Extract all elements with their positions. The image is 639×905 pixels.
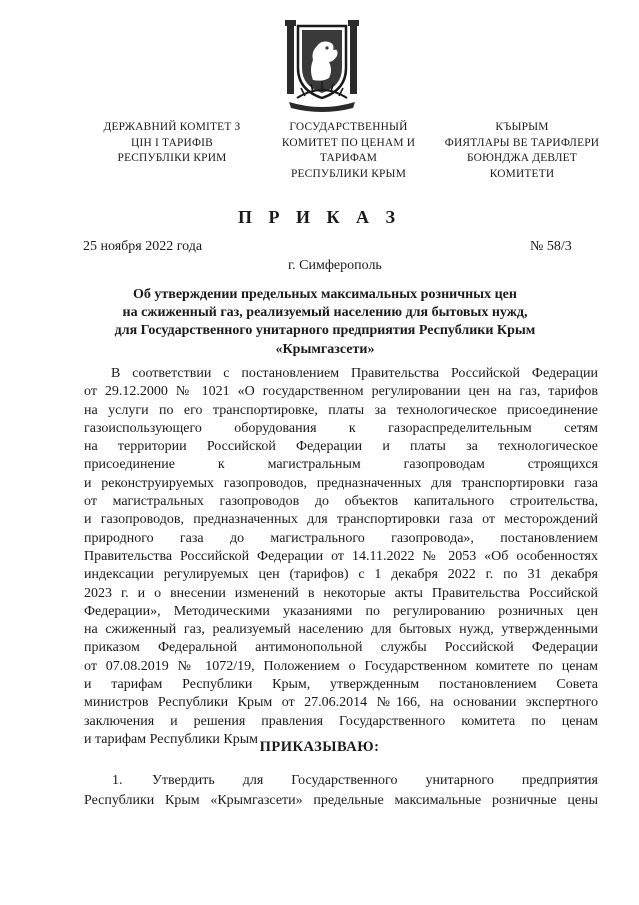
item-number: 1. <box>112 773 123 788</box>
order-heading: ПРИКАЗЫВАЮ: <box>259 739 380 755</box>
header-crimean-tatar <box>432 120 612 182</box>
body-line: министров Республики Крым от 27.06.2014 №166, на основании экспертного <box>84 695 598 711</box>
order-item-1 <box>84 771 598 811</box>
body-line: газоиспользующего оборудования к газораспределительным сетям <box>84 420 598 436</box>
document-subject <box>80 286 570 359</box>
document-city: г. Симферополь <box>288 258 382 273</box>
body-line: 2023 г. и о внесении изменений в некоторые акты Правительства Российской <box>84 585 598 601</box>
body-line: на территории Российской Федерации и платы за технологическое <box>84 439 598 455</box>
body-line: на сжиженный газ, реализуемый населению для бытовых нужд, утвержденными <box>84 622 598 638</box>
body-line: на услуги по его транспортировке, платы за технологическое присоединение <box>84 402 598 418</box>
header-line: КОМИТЕТ ПО ЦЕНАМ И <box>281 136 416 149</box>
subject-line: Об утверждении предельных максимальных розничных цен <box>133 287 517 302</box>
item-text: Утвердить для Государственного унитарного предприятия <box>152 773 598 788</box>
crimea-coat-of-arms-icon <box>283 18 361 112</box>
header-russian <box>256 120 441 182</box>
body-line: и газопроводов, предназначенных для транспортировки газа от месторождений <box>84 512 598 528</box>
header-line: КЪЫРЫМ <box>495 121 549 133</box>
item-line: Республики Крым «Крымгазсети» предельные максимальные розничные цены <box>84 793 598 808</box>
header-line: ЦІН І ТАРИФІВ <box>131 136 213 149</box>
document-title: П Р И К А З <box>237 207 402 227</box>
body-line: заключения и решения правления Государственного комитета по ценам <box>84 713 598 729</box>
body-line: и реконструируемых газопроводов, предназначенных для транспортировки газа <box>84 475 598 491</box>
subject-line: «Крымгазсети» <box>275 341 375 357</box>
body-line: индексации регулируемых цен (тарифов) с 1 декабря 2022 г. по 31 декабря <box>84 567 598 583</box>
header-line: ДЕРЖАВНИЙ КОМІТЕТ З <box>103 121 241 133</box>
body-line: от 07.08.2019 № 1072/19, Положением о Государственном комитете по ценам <box>84 658 598 674</box>
header-ukrainian <box>82 120 262 167</box>
subject-line: на сжиженный газ, реализуемый населению для бытовых нужд, <box>122 305 528 321</box>
body-line: В соответствии с постановлением Правительства Российской Федерации <box>111 366 598 381</box>
body-line: и тарифам Республики Крым, утвержденным постановлением Совета <box>84 677 598 693</box>
document-number: № 58/3 <box>530 239 572 254</box>
item-line <box>84 771 598 791</box>
body-line: Правительства Российской Федерации от 14.11.2022 № 2053 «Об особенностях <box>84 548 598 564</box>
header-line: РЕСПУБЛИКИ КРЫМ <box>290 167 407 180</box>
subject-line: для Государственного унитарного предприятия Республики Крым <box>114 323 536 339</box>
body-line: приказом Федеральной антимонопольной службы Российской Федерации <box>84 640 598 656</box>
body-line: от магистральных газопроводов до объектов капитального строительства, <box>84 494 598 510</box>
header-line: ГОСУДАРСТВЕННЫЙ <box>289 121 408 133</box>
body-line: Федерации», Методическими указаниями по регулированию розничных цен <box>84 603 598 619</box>
header-line: РЕСПУБЛІКИ КРИМ <box>117 152 227 164</box>
body-line: от 29.12.2000 № 1021 «О государственном регулировании цен на газ, тарифов <box>84 384 598 400</box>
header-line: КОМИТЕТИ <box>489 167 555 180</box>
body-line: природного газа до магистрального газопровода», постановлением <box>84 530 598 546</box>
body-line: присоединение к магистральным газопроводам строящихся <box>84 457 598 473</box>
document-date: 25 ноября 2022 года <box>83 239 203 254</box>
document-body <box>84 365 598 749</box>
header-line: БОЮНДЖА ДЕВЛЕТ <box>466 152 577 164</box>
body-line: и тарифам Республики Крым <box>84 731 258 747</box>
header-line: ТАРИФАМ <box>319 152 378 164</box>
header-line: ФИЯТЛАРЫ ВЕ ТАРИФЛЕРИ <box>444 136 600 149</box>
